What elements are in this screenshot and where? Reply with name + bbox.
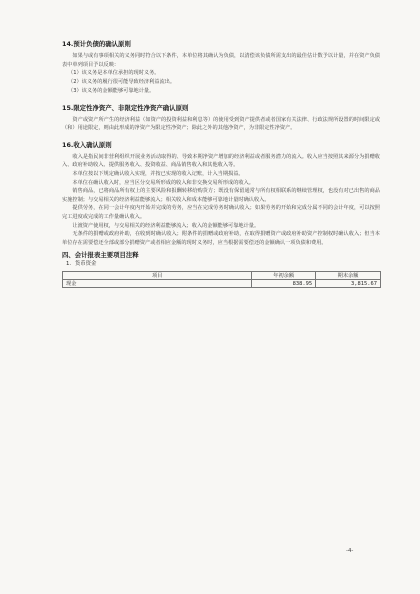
section-16-para-2: 本单位按以下规定确认收入实现，并按已实现的收入记账，计入当期损益。: [72, 170, 244, 177]
section-16-para-1: 收入是指民间非营利组织开展业务活动取得的、导致本期净资产增加的经济利益或者服务潜力的流入。收入应当按照其来源分为捐赠收入、政府补助收入、提供服务收入、投资收益、商品销售收入和其他收入等。: [62, 153, 380, 169]
table-row: [63, 280, 381, 288]
header-item: 项目: [63, 272, 252, 280]
document-body: [62, 40, 380, 288]
section-16-para-3: 本单位在确认收入时，应当区分交易所形成的收入和非交换交易所形成的收入。: [72, 179, 254, 186]
section-16-para-7: 无条件的捐赠或政府补助，在收到时确认收入；附条件的捐赠或政府补助，在取得捐赠资产或政府补助资产控制权时确认收入；但当本单位存在需要偿还全部或部分捐赠资产或者相应金额的现时义务时，应当根据需要偿还的金额确认一项负债和费用。: [62, 231, 380, 246]
section-15-title: 15.限定性净资产、非限定性净资产确认原则: [62, 103, 189, 112]
section-4-title: 四、会计报表主要项目注释: [62, 251, 139, 260]
section-14-item-3: （3）该义务的金额能够可靠地计量。: [68, 87, 155, 94]
section-16-para-4: 销售商品，已将商品所有权上的主要风险和报酬转移给购货方；既没有保留通常与所有权相联系的继续管理权，也没有对已出售的商品实施控制；与交易相关的经济利益能够流入；相关收入和成本能够可靠地计量时确认收入。: [62, 188, 380, 203]
row-item: 现金: [63, 280, 252, 288]
section-16-title: 16.收入确认原则: [62, 140, 112, 149]
row-closing-balance: 3,815.67: [316, 280, 381, 288]
header-closing-balance: 期末余额: [316, 272, 381, 280]
section-14-intro: 如果与或有事项相关的义务同时符合以下条件，本单位将其确认为负债，以清偿该负债所需支出的最佳估计数予以计量，并在资产负债表中单列项目予以反映：: [62, 53, 380, 68]
page-number: -4-: [346, 548, 354, 554]
cash-table: [62, 271, 381, 288]
header-opening-balance: 年初余额: [252, 272, 316, 280]
table-header-row: [63, 272, 381, 280]
section-14-item-2: （2）该义务的履行很可能导致经济利益流出。: [68, 78, 176, 85]
row-opening-balance: 838.95: [252, 280, 316, 288]
section-14-title: 14.预计负债的确认原则: [62, 40, 131, 48]
section-14-item-1: （1）该义务是本单位承担的现时义务。: [68, 70, 160, 77]
cash-subtitle: 1．货币资金: [66, 261, 97, 268]
section-16-para-5: 提供劳务，在同一会计年度内开始并完成的劳务，应当在完成劳务时确认收入；如果劳务的开始和完成分属不同的会计年度，可以按照完工进度或完成的工作量确认收入。: [62, 205, 380, 220]
section-16-para-6: 让渡资产使用权，与交易相关的经济利益能够流入；收入的金额能够可靠地计量。: [72, 222, 260, 229]
section-15-body: 资产或资产所产生的经济利益（如资产的投资利益和利息等）的使用受到资产提供者或者国家有关法律、行政法规所设置的时间限定或（和）用途限定，则由此形成的净资产为限定性净资产；除此之外的其他净资产，为非限定性净资产。: [62, 116, 380, 132]
